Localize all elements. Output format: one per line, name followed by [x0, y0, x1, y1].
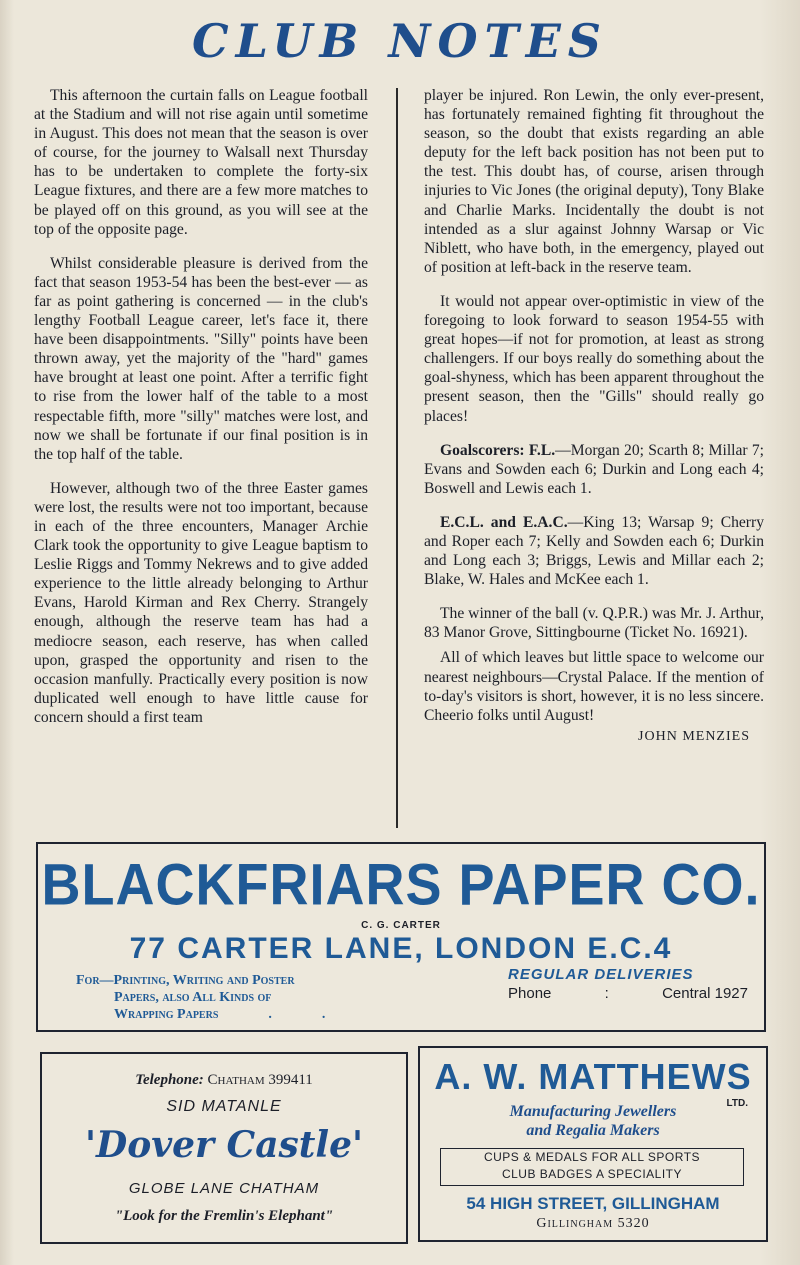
ad-blackfriars-proprietor: C. G. CARTER: [361, 920, 441, 931]
goalscorers-ecl: [424, 513, 764, 589]
column-divider: [396, 88, 398, 828]
ad-blackfriars-papers-line: Wrapping Papers . .: [114, 1007, 326, 1022]
ad-blackfriars-paper: [36, 842, 766, 1032]
ad-matthews-desc-line: and Regalia Makers: [526, 1122, 660, 1139]
closing-paragraph: All of which leaves but little space to welcome our nearest neighbours—Crystal Palace. If the mention of to-day's visitors is short, however, it is no less sincere. Cheerio folks until August!: [424, 649, 764, 724]
goalscorers-ecl-text: —King 13; Warsap 9; Cherry and Roper each 7; Kelly and Sowden each 6; Durkin and Long each 3; Briggs, Lewis and Millar each 2; Blake, W. Hales and McKee each 1.: [424, 513, 764, 589]
left-column: [34, 86, 368, 742]
ad-blackfriars-address: 77 CARTER LANE, LONDON E.C.4: [129, 932, 673, 965]
ad-blackfriars-papers: [76, 972, 456, 1023]
ad-matthews-inner-line: CUPS & MEDALS FOR ALL SPORTS: [483, 1150, 701, 1164]
phone-value: Central 1927: [662, 985, 748, 1002]
page-edge-left: [0, 0, 14, 1265]
paragraph-continuation: player be injured. Ron Lewin, the only ever-present, has fortunately remained fighting fit throughout the season, so the doubt that exists regarding an able deputy for the left back position has not been put to the test. This doubt has, of course, arisen through injuries to Vic Jones (the original deputy), Tony Blake and Charlie Marks. Incidentally the doubt is not intended as a slur against Johnny Warsap or Vic Niblett, who have both, in the emergency, played out of position at left-back in the reserve team.: [424, 87, 764, 276]
paragraph: Whilst considerable pleasure is derived from the fact that season 1953-54 has been the best-ever — as far as point gathering is concerned — in the club's lengthy Football League career, let's face it, there have been disappointments. "Silly" points have been thrown away, yet the majority of the "hard" games have brought at least one point. After a terrific fight to rise from the lower half of the table to a most respectable fifth, more "silly" matches were lost, and now we shall be fortunate if our final position is in the top half of the table.: [34, 254, 368, 463]
phone-separator: :: [604, 985, 609, 1002]
ad-dover-castle: [40, 1052, 408, 1244]
page-title: CLUB NOTES: [191, 14, 609, 68]
ad-blackfriars-phone: [508, 985, 748, 1002]
ad-matthews-desc-line: Manufacturing Jewellers: [509, 1103, 677, 1120]
ad-matthews-description: [420, 1102, 766, 1140]
ad-blackfriars-deliveries: REGULAR DELIVERIES: [508, 966, 694, 983]
goalscorers-fl-label: Goalscorers: F.L.: [440, 441, 556, 459]
paragraph: However, although two of the three Easter games were lost, the results were not too important, because in each of the three encounters, Manager Archie Clark took the opportunity to give League baptism to Leslie Riggs and Tommy Nekrews and to give added experience to the little already belonging to Arthur Evans, Harold Kirman and Rex Cherry. Strangely enough, although the reserve team has had a mediocre season, each reserve, has when called upon, grasped the opportunity and risen to the occasion manfully. Practically every position is now duplicated well enough to have little cause for concern should a first team: [34, 479, 368, 726]
ad-dover-slogan: "Look for the Fremlin's Elephant": [114, 1208, 334, 1224]
paragraph: It would not appear over-optimistic in view of the foregoing to look forward to season 1954-55 with great hopes—if not for promotion, at least as strong challengers. If our boys really do something about the goal-shyness, which has been apparent throughout the present season, then the "Gills" should really go places!: [424, 292, 764, 425]
ad-matthews-name: A. W. MATTHEWS: [434, 1056, 752, 1097]
goalscorers-fl: [424, 441, 764, 498]
ad-matthews-telephone: Gillingham 5320: [536, 1216, 650, 1231]
telephone-label: Telephone:: [135, 1072, 204, 1088]
ad-matthews-inner-box: [440, 1148, 744, 1186]
ad-matthews-ltd: LTD.: [726, 1098, 748, 1109]
ad-aw-matthews: [418, 1046, 768, 1242]
ad-blackfriars-name: BLACKFRIARS PAPER CO.: [41, 852, 761, 918]
ad-dover-name: 'Dover Castle': [84, 1124, 364, 1166]
ad-blackfriars-papers-line: For—Printing, Writing and Poster: [76, 973, 295, 988]
right-column: [424, 86, 764, 746]
goalscorers-fl-text: —Morgan 20; Scarth 8; Millar 7; Evans and Sowden each 6; Durkin and Long each 4; Boswell and Lewis each 1.: [424, 441, 764, 497]
ad-blackfriars-papers-line: Papers, also All Kinds of: [114, 990, 272, 1005]
ball-winner: The winner of the ball (v. Q.P.R.) was Mr. J. Arthur, 83 Manor Grove, Sittingbourne (Ticket No. 16921).: [424, 605, 764, 642]
ad-matthews-inner-line: CLUB BADGES A SPECIALITY: [501, 1167, 683, 1181]
ad-dover-telephone: [42, 1072, 406, 1089]
phone-label: Phone: [508, 985, 552, 1002]
ad-matthews-address: 54 HIGH STREET, GILLINGHAM: [466, 1194, 720, 1213]
ad-dover-owner: SID MATANLE: [166, 1098, 282, 1115]
telephone-value: Chatham 399411: [207, 1072, 313, 1088]
paragraph: This afternoon the curtain falls on League football at the Stadium and will not rise again until sometime in August. This does not mean that the season is over of course, for the journey to Walsall next Thursday has to be undertaken to complete the forty-six League fixtures, and there are a few more matches to be played off on this ground, as you will see at the top of the opposite page.: [34, 87, 368, 238]
goalscorers-ecl-label: E.C.L. and E.A.C.: [440, 513, 568, 531]
author-signature: JOHN MENZIES: [638, 728, 750, 744]
ad-dover-address: GLOBE LANE CHATHAM: [128, 1180, 320, 1197]
